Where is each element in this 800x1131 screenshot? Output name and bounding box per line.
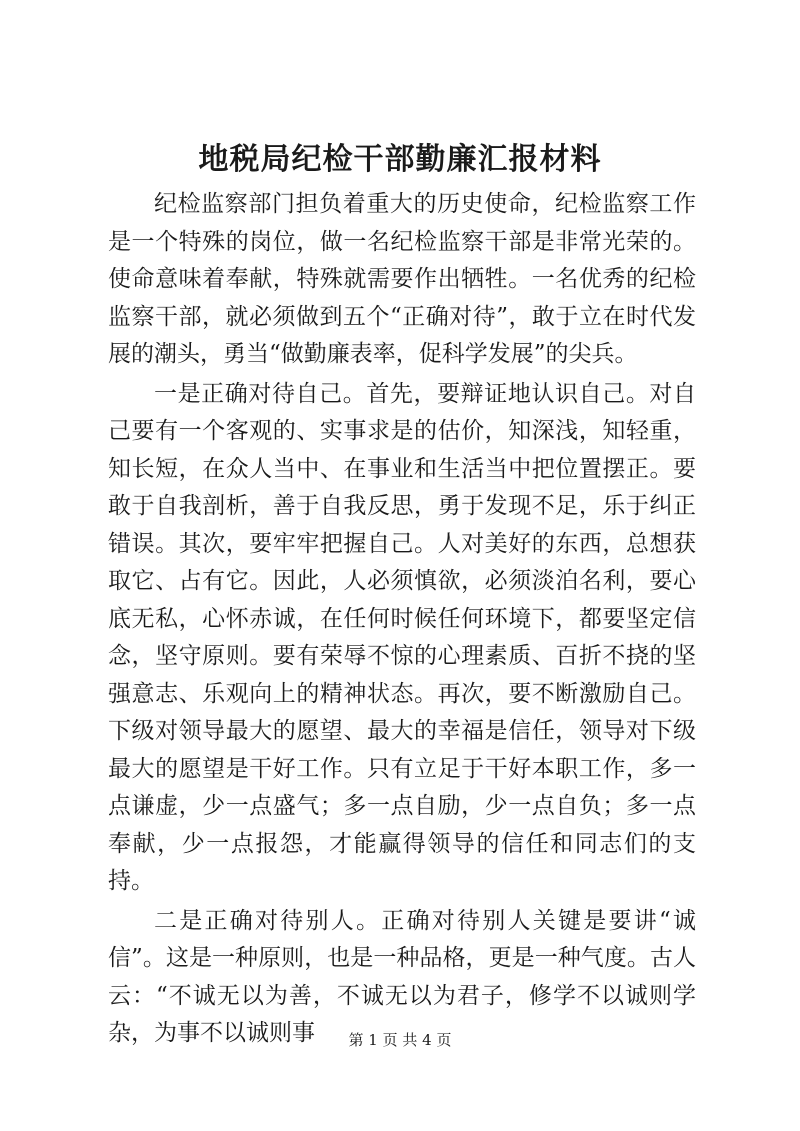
paragraph-intro: 纪检监察部门担负着重大的历史使命，纪检监察工作是一个特殊的岗位，做一名纪检监察干部是非常光荣的。使命意味着奉献，特殊就需要作出牺牲。一名优秀的纪检监察干部，就必须做到五个“正确对待”，敢于立在时代发展的潮头，勇当“做勤廉表率，促科学发展”的尖兵。 bbox=[108, 191, 696, 367]
document-title: 地税局纪检干部勤廉汇报材料 bbox=[198, 142, 602, 177]
paragraph-others: 二是正确对待别人。正确对待别人关键是要讲“诚信”。这是一种原则，也是一种品格，更是一种气度。古人云：“不诚无以为善，不诚无以为君子，修学不以诚则学杂，为事不以诚则事 bbox=[108, 907, 696, 1046]
page-footer: 第 1 页 共 4 页 bbox=[348, 1031, 452, 1049]
document-body bbox=[108, 186, 696, 1055]
paragraph-self: 一是正确对待自己。首先，要辩证地认识自己。对自己要有一个客观的、实事求是的估价，知深浅，知轻重，知长短，在众人当中、在事业和生活当中把位置摆正。要敢于自我剖析，善于自我反思，勇于发现不足，乐于纠正错误。其次，要牢牢把握自己。人对美好的东西，总想获取它、占有它。因此，人必须慎欲，必须淡泊名利，要心底无私，心怀赤诚，在任何时候任何环境下，都要坚定信念，坚守原则。要有荣辱不惊的心理素质、百折不挠的坚强意志、乐观向上的精神状态。再次，要不断激励自己。下级对领导最大的愿望、最大的幸福是信任，领导对下级最大的愿望是干好工作。只有立足于干好本职工作，多一点谦虚，少一点盛气；多一点自励，少一点自负；多一点奉献，少一点报怨，才能赢得领导的信任和同志们的支持。 bbox=[108, 380, 696, 894]
